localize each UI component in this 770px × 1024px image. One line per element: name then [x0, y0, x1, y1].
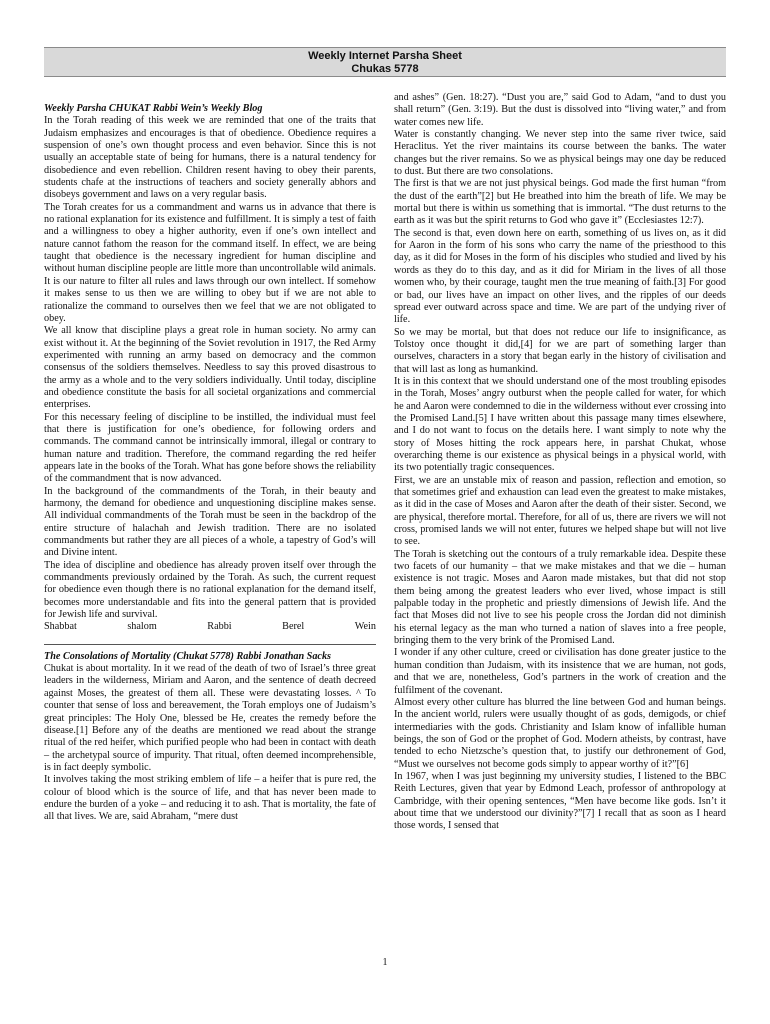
- signoff-word: Wein: [354, 621, 376, 633]
- page-number: 1: [382, 957, 388, 968]
- paragraph: It involves taking the most striking emblem of life – a heifer that is pure red, the colour of blood which is the source of life, and that has never been made to endure the burden of a yoke – and reducing it to ash. That is mortality, the fate of all that lives. We are, said Abraham, “mere dust: [44, 774, 376, 823]
- signoff: [44, 621, 376, 633]
- paragraph: The Torah is sketching out the contours of a truly remarkable idea. Despite these two facets of our humanity – that we make mistakes and that we die – human existence is not tragic. Moses and Aaron made mistakes, but that did not stop them being among the greatest leaders who ever lived, whose impact is still palpable today in the prophetic and priestly dimensions of Jewish life. And the fact that Moses did not live to see his people cross the Jordan did not diminish his eternal legacy as the man who turned a nation of slaves into a free people, bringing them to the very brink of the Promised Land.: [394, 548, 726, 647]
- paragraph: I wonder if any other culture, creed or civilisation has done greater justice to the human condition than Judaism, with its insistence that we are human, not gods, and that we are, nonetheless, God’s partners in the work of creation and the fulfilment of the covenant.: [394, 647, 726, 696]
- section-divider: [44, 644, 376, 645]
- signoff-word: Shabbat: [44, 621, 77, 633]
- paragraph: In 1967, when I was just beginning my university studies, I listened to the BBC Reith Lectures, given that year by Edmond Leach, professor of anthropology at Cambridge, with their opening sentences, “Men have become like gods. Isn’t it about time that we understood our divinity?”[7] I recall that as soon as I heard those words, I sensed that: [394, 770, 726, 832]
- left-column: [44, 103, 376, 824]
- article-title-sacks: The Consolations of Mortality (Chukat 5778) Rabbi Jonathan Sacks: [44, 650, 332, 662]
- paragraph: In the Torah reading of this week we are reminded that one of the traits that Judaism emphasizes and encourages is that of obedience. Obedience requires a suspension of one’s own thought process and even behavior. Since this is not usually an acceptable state of being for humans, there is a natural tendency for disobedience and even rebellion. Children resent having to obey their parents, students chafe at the instructions of teachers and society generally abhors and disobeys government and laws on a very regular basis.: [44, 115, 376, 201]
- paragraph: It is in this context that we should understand one of the most troubling episodes in the Torah, Moses’ angry outburst when the people called for water, for which he and Aaron were condemned to die in the wilderness without ever crossing into the Promised Land.[5] I have written about this passage many times elsewhere, and I do not want to focus on the details here. I want simply to note why the story of Moses hitting the rock appears here, in parshat Chukat, whose overarching theme is our existence as physical beings in a physical world, with its two potentially tragic consequences.: [394, 375, 726, 474]
- paragraph: For this necessary feeling of discipline to be instilled, the individual must feel that there is justification for one’s obedience, for following orders and commands. The command cannot be intrinsically immoral, illegal or contrary to human nature and tradition. Therefore, the command regarding the red heifer appears late in the books of the Torah. What has gone before shows the reliability of the commandment that is now advanced.: [44, 411, 376, 485]
- paragraph: Almost every other culture has blurred the line between God and human beings. In the ancient world, rulers were usually thought of as gods, demigods, or chief intermediaries with the gods. Christianity and Islam know of infallible human beings, the son of God or the prophet of God. Modern atheists, by contrast, have tended to echo Nietzsche’s question that, to justify our dethronement of God, “Must we ourselves not become gods simply to appear worthy of it?”[6]: [394, 696, 726, 770]
- paragraph: The first is that we are not just physical beings. God made the first human “from the dust of the earth”[2] but He breathed into him the breath of life. We may be mortal but there is within us something that is immortal. “The dust returns to the earth as it was but the spirit returns to God who gave it” (Ecclesiastes 12:7).: [394, 178, 726, 227]
- paragraph: In the background of the commandments of the Torah, in their beauty and harmony, the demand for obedience and unquestioning discipline makes sense. All individual commandments of the Torah must be seen in the backdrop of the entire structure of halachah and Jewish tradition. There are no isolated commandments but rather they are all pieces of a whole, a tapestry of God’s will and Divine intent.: [44, 485, 376, 559]
- paragraph: It is our nature to filter all rules and laws through our own intellect. If somehow it makes sense to us then we are willing to obey but if we are not able to rationalize the command to ourselves then we feel that we are not obligated to obey.: [44, 275, 376, 324]
- article-title-wein: Weekly Parsha CHUKAT Rabbi Wein’s Weekly Blog: [44, 103, 263, 114]
- paragraph: First, we are an unstable mix of reason and passion, reflection and emotion, so that sometimes grief and exhaustion can lead even the greatest to make mistakes, as it did in the case of Moses and Aaron after the death of their sister. Second, we are physical, therefore mortal. Therefore, for all of us, there are rivers we will not cross, promised lands we will not enter, futures we helped shape but will not live to see.: [394, 474, 726, 548]
- paragraph: The second is that, even down here on earth, something of us lives on, as it did for Aaron in the form of his sons who carry the name of the priesthood to this day, as it did for Moses in the form of his disciples who studied and lived by his words as they do to this day, and as it did for Miriam in the lives of all those women who, by their courage, taught men the true meaning of faith.[3] For good or bad, our lives have an impact on other lives, and the ripples of our deeds spread ever outward across space and time. We are part of the undying river of life.: [394, 227, 726, 326]
- right-column: [394, 92, 726, 833]
- sheet-subtitle: Chukas 5778: [351, 63, 419, 75]
- signoff-word: Berel: [282, 621, 305, 633]
- paragraph: and ashes” (Gen. 18:27). “Dust you are,” said God to Adam, “and to dust you shall return” (Gen. 3:19). But the dust is dissolved into “living water,” and from water comes new life.: [394, 92, 726, 128]
- sheet-header: [44, 47, 726, 77]
- paragraph: The Torah creates for us a commandment and warns us in advance that there is no rational explanation for its existence and fulfillment. It is simply a test of faith and a willingness to obey a higher authority, even if one’s own intellect and nature cannot fathom the reason for the command itself. In effect, we are being taught that obedience is the necessary ingredient for human discipline and without human discipline people are little more than uncontrollable wild animals.: [44, 201, 376, 275]
- paragraph: We all know that discipline plays a great role in human society. No army can exist without it. At the beginning of the Soviet revolution in 1917, the Red Army experimented with running an army based on democracy and the common consensus of the soldiers themselves. Needless to say this proved disastrous to the army as a whole and to the very soldiers individually. Until today, discipline and obedience constitute the basis for all societal organizations and commercial enterprises.: [44, 325, 376, 411]
- sheet-title: Weekly Internet Parsha Sheet: [308, 50, 462, 62]
- paragraph: The idea of discipline and obedience has already proven itself over through the commandments previously ordained by the Torah. As such, the current request for obedience even though there is no rational explanation for the demand itself, becomes more understandable and fits into the general pattern that is provided for Jewish life and survival.: [44, 559, 376, 621]
- paragraph: Chukat is about mortality. In it we read of the death of two of Israel’s three great leaders in the wilderness, Miriam and Aaron, and the sentence of death decreed against Moses, the greatest of them all. These were devastating losses. ^ To counter that sense of loss and bereavement, the Torah employs one of Judaism’s great principles: The Holy One, blessed be He, creates the remedy before the disease.[1] Before any of the deaths are mentioned we read about the strange ritual of the red heifer, which purified people who had been in contact with death – the archetypal source of impurity. That ritual, often deemed incomprehensible, is in fact deeply symbolic.: [44, 663, 376, 773]
- signoff-word: Rabbi: [207, 621, 232, 633]
- paragraph: So we may be mortal, but that does not reduce our life to insignificance, as Tolstoy once thought it did,[4] for we are part of something larger than ourselves, characters in a story that began early in the history of civilisation and that will last as long as humankind.: [394, 326, 726, 375]
- paragraph: Water is constantly changing. We never step into the same river twice, said Heraclitus. Yet the river maintains its course between the banks. The water changes but the river remains. So we as physical beings may one day be reduced to dust. But there are two consolations.: [394, 129, 726, 178]
- signoff-word: shalom: [127, 621, 157, 633]
